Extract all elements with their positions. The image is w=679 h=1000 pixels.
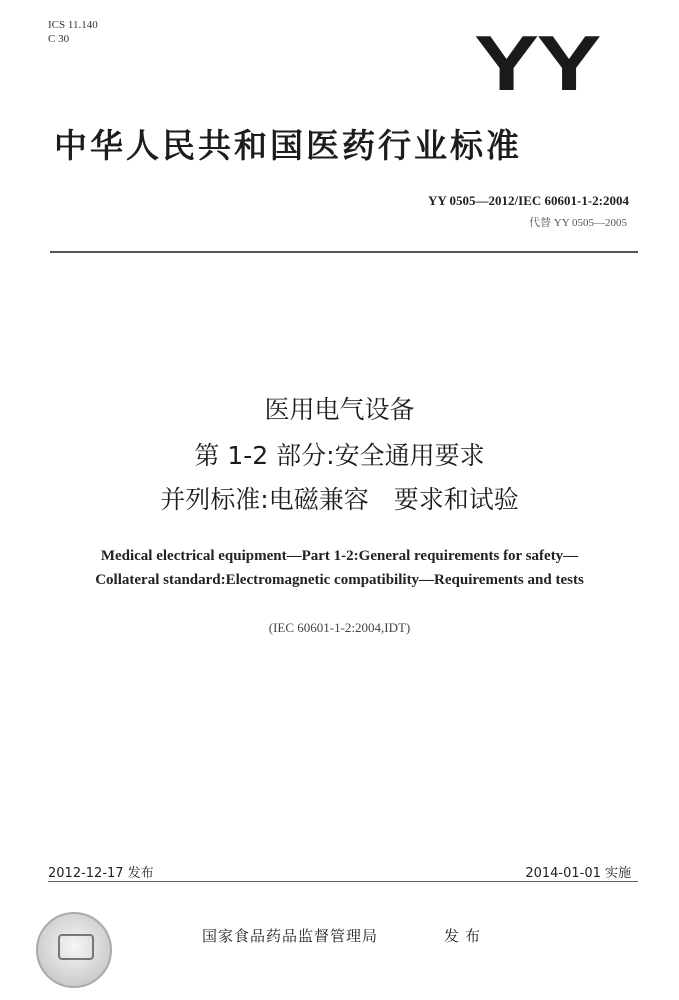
issuing-authority: 国家食品药品监督管理局 [202,927,379,945]
publish-date: 2012-12-17 发布 [48,866,154,881]
anti-counterfeit-seal-icon [36,912,112,988]
title-cn-line3: 并列标准:电磁兼容 要求和试验 [160,485,519,514]
header-divider [50,251,638,253]
classification-codes [48,18,98,46]
category-title: 中华人民共和国医药行业标准 [54,126,522,165]
ccs-code: C 30 [48,33,70,45]
seal-emblem-icon [58,934,94,960]
title-cn-line1: 医用电气设备 [264,395,415,424]
ics-code: ICS 11.140 [48,19,98,31]
standard-number: YY 0505—2012/IEC 60601-1-2:2004 [427,193,629,208]
replaces-note: 代替 YY 0505—2005 [529,217,627,229]
title-cn-line2: 第 1-2 部分:安全通用要求 [194,441,485,470]
footer-divider [48,881,638,882]
equivalence-note: (IEC 60601-1-2:2004,IDT) [268,620,411,635]
issue-label: 发布 [444,927,487,945]
standard-mark: YY [473,19,599,107]
implement-date: 2014-01-01 实施 [525,866,631,881]
title-en-line2: Collateral standard:Electromagnetic compatibility—Requirements and tests [95,572,584,588]
title-en-line1: Medical electrical equipment—Part 1-2:General requirements for safety— [100,548,579,564]
